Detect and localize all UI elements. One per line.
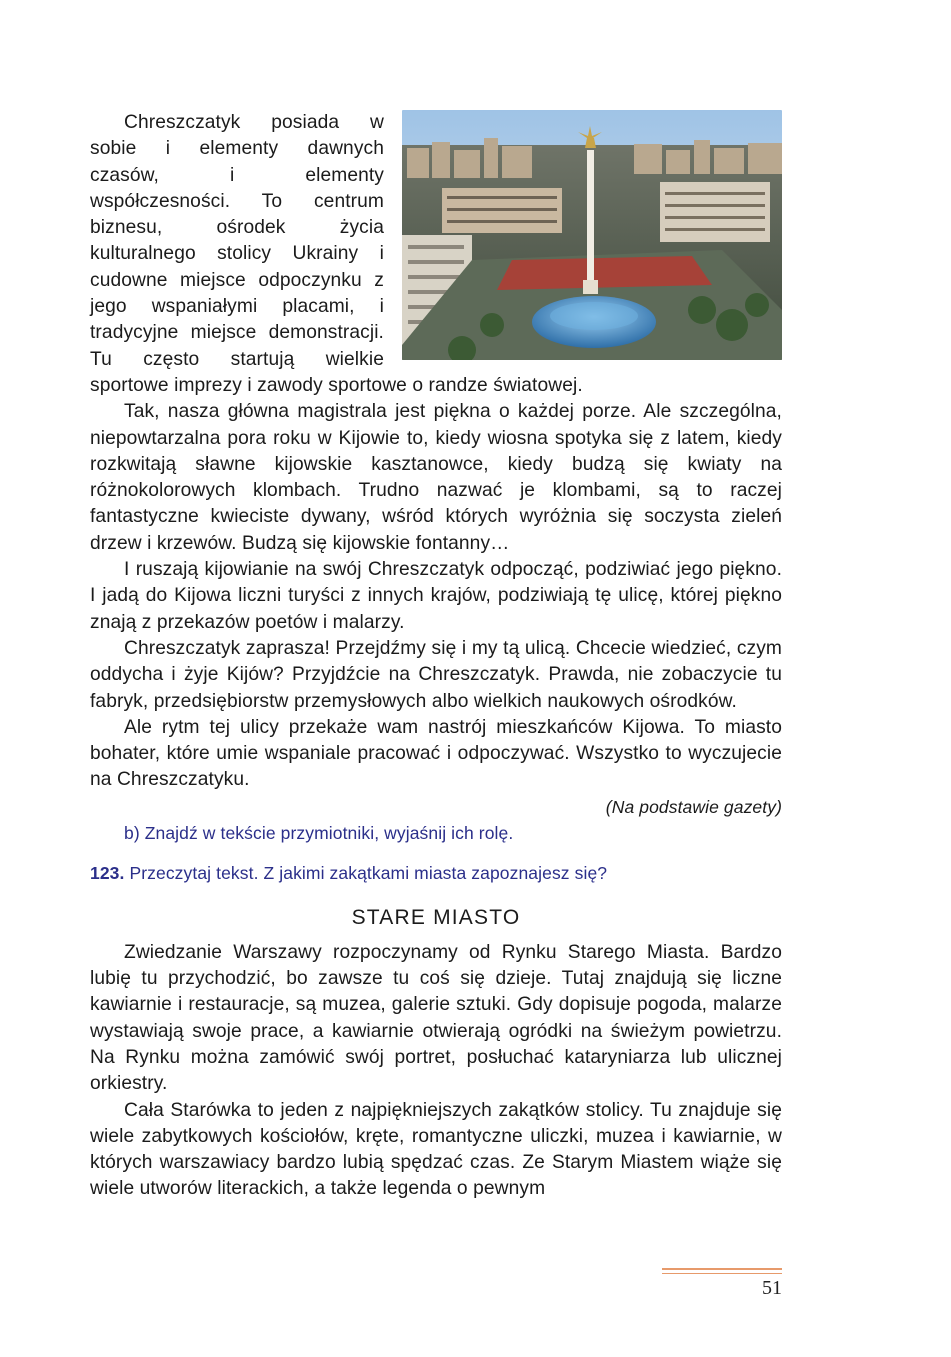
article-source: (Na podstawie gazety) (605, 796, 782, 817)
page-content (90, 110, 782, 1203)
article-paragraph: Chreszczatyk posiada w sobie i elementy dawnych czasów, i elementy współczesności. To centrum biznesu, ośrodek życia kulturalnego stolicy Ukrainy i cudowne miejsce odpoczynku z jego wspaniałymi placami, i tradycyjne miejsce demonstracji. Tu często startują wielkie sportowe imprezy i zawody sportowe o randze światowej. (90, 112, 583, 396)
section-paragraph: Cała Starówka to jeden z najpiękniejszych zakątków stolicy. Tu znajduje się wiele zabytkowych kościołów, kręte, romantyczne uliczki, muzea i kawiarnie, w których warszawiacy bardzo lubią spędzać czas. Ze Starym Miastem wiąże się wiele utworów literackich, a także legenda o pewnym (90, 1099, 782, 1200)
task-number: 123. (90, 862, 125, 883)
article-paragraph: Chreszczatyk zaprasza! Przejdźmy się i my tą ulicą. Chcecie wiedzieć, czym oddycha i żyje Kijów? Przyjdźcie na Chreszczatyk. Prawda, nie zobaczycie tu fabryk, przedsiębiorstw przemysłowych albo wielkich naukowych ośrodków. (90, 637, 782, 712)
section-paragraph: Zwiedzanie Warszawy rozpoczynamy od Rynku Starego Miasta. Bardzo lubię tu przychodzić, bo zawsze tu coś się dzieje. Tutaj znajdują się liczne kawiarnie i restauracje, są muzea, galerie sztuki. Gdy dopisuje pogoda, malarze wystawiają swoje prace, a kawiarnie otwierają ogródki na świeżym powietrzu. Na Rynku można zamówić swój portret, posłuchać kataryniarza lub ulicznej orkiestry. (90, 941, 782, 1095)
kyiv-independence-square-photo (402, 110, 782, 360)
page-number: 51 (762, 1277, 782, 1299)
task-123 (90, 860, 782, 886)
article-paragraph: Ale rytm tej ulicy przekaże wam nastrój mieszkańców Kijowa. To miasto bohater, które umie wspaniale pracować i odpoczywać. Wszystko to wyczujecie na Chreszczatyku. (90, 716, 782, 791)
task-text: Przeczytaj tekst. Z jakimi zakątkami miasta zapoznajesz się? (129, 862, 608, 883)
footer-rule-thin (662, 1273, 782, 1274)
task-b: b) Znajdź w tekście przymiotniki, wyjaśnij ich rolę. (124, 822, 514, 843)
article-paragraph: Tak, nasza główna magistrala jest piękna o każdej porze. Ale szczególna, niepowtarzalna pora roku w Kijowie to, kiedy wiosna spotyka się z latem, kiedy rozkwitają sławne kijowskie kasztanowce, kiedy budzą się kwiaty na różnokolorowych klombach. Trudno nazwać je klombami, są to raczej fantastyczne kwieciste dywany, wśród których wyróżnia się soczysta zieleń drzew i krzewów. Budzą się kijowskie fontanny… (90, 401, 782, 554)
footer-rule (662, 1268, 782, 1270)
article-paragraph: I ruszają kijowianie na swój Chreszczatyk odpocząć, podziwiać jego piękno. I jadą do Kijowa liczni turyści z innych krajów, podziwiają tę ulicę, której piękno znają z przekazów poetów i malarzy. (90, 559, 782, 633)
section-title: STARE MIASTO (351, 905, 521, 929)
